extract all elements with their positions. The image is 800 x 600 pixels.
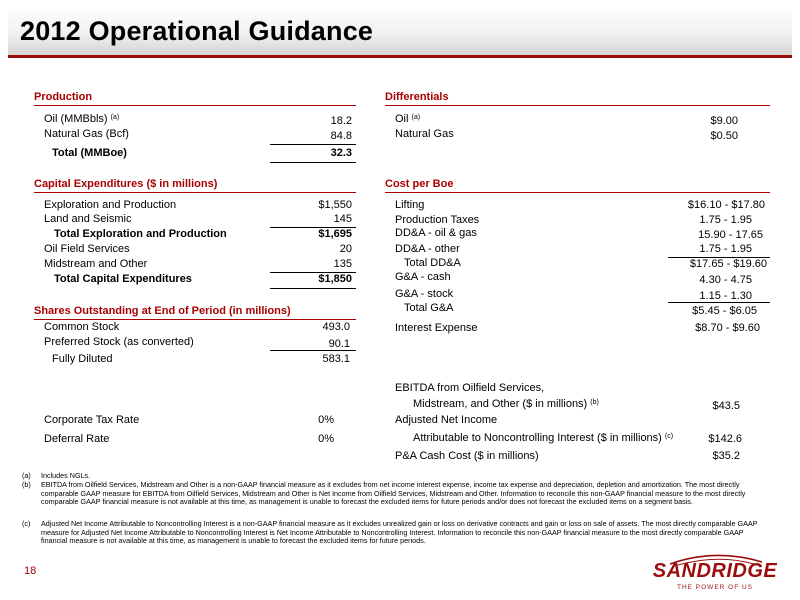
cost-row-value: $5.45 - $6.05 xyxy=(692,305,757,317)
production-header: Production xyxy=(34,91,356,106)
ebitda-label-line2: Midstream, and Other ($ in millions) $^{(b)}$ xyxy=(413,398,599,410)
shares-common-value: 493.0 xyxy=(322,321,350,333)
tax-deferral-label: Deferral Rate xyxy=(44,433,110,445)
shares-header: Shares Outstanding at End of Period (in millions) xyxy=(34,305,356,320)
cost-row-label: Lifting xyxy=(395,199,425,211)
capex-row-value: $1,550 xyxy=(318,199,352,211)
capex-header: Capital Expenditures ($ in millions) xyxy=(34,178,356,193)
cost-row-value: $8.70 - $9.60 xyxy=(695,322,760,334)
logo-tagline: THE POWER OF US xyxy=(676,584,754,591)
production-oil-value: 18.2 xyxy=(330,115,352,127)
cost-row-value: 1.15 - 1.30 xyxy=(699,290,752,302)
capex-row-label: Midstream and Other xyxy=(44,258,148,270)
cost-row-label: Total DD&A xyxy=(404,257,461,269)
diff-oil-label: Oil $^{(a)}$ xyxy=(395,113,421,125)
ebitda-value: $43.5 xyxy=(712,400,740,412)
capex-row-value: 135 xyxy=(333,258,352,270)
production-gas-value: 84.8 xyxy=(330,130,352,142)
footnote-b: (b) EBITDA from Oilfield Services, Midstream and Other is a non-GAAP financial measure as it excludes from net income interest expense, income tax expense and depreciation, depletion and amortization. The most directly comparable GAAP measure for EBITDA from Oilfield Services, Midstream and Other is Net Income from Oilfield Services, Midstream and Other. Information to reconcile this non-GAAP financial measure to the most directly comparable GAAP financial measure is not available at this time, as management is unable to forecast the excluded items for future periods and/or does not forecast the excluded items on a segment basis. xyxy=(22,480,746,507)
footnote-a: (a) Includes NGLs. xyxy=(22,471,91,480)
cost-row-value: $17.65 - $19.60 xyxy=(689,258,767,270)
production-oil-label: Oil (MMBbls) $^{(a)}$ xyxy=(44,113,120,125)
shares-preferred-label: Preferred Stock (as converted) xyxy=(44,336,194,348)
tax-deferral-value: 0% xyxy=(318,433,334,445)
shares-preferred-value: 90.1 xyxy=(328,338,350,350)
capex-row-value: 145 xyxy=(333,213,352,225)
page-number: 18 xyxy=(24,565,37,577)
ani-value: $142.6 xyxy=(708,433,742,445)
cost-row-value: 1.75 - 1.95 xyxy=(699,243,752,255)
capex-row-label: Land and Seismic xyxy=(44,213,132,225)
production-total-label: Total (MMBoe) xyxy=(52,147,127,159)
cost-row-label: G&A - cash xyxy=(395,271,451,283)
production-total-rule xyxy=(270,144,356,145)
shares-common-label: Common Stock xyxy=(44,321,120,333)
diff-gas-label: Natural Gas xyxy=(395,128,454,140)
cost-ga-rule xyxy=(668,302,770,303)
capex-row-label: Total Exploration and Production xyxy=(54,228,227,240)
ebitda-label-line1: EBITDA from Oilfield Services, xyxy=(395,382,545,394)
production-gas-label: Natural Gas (Bcf) xyxy=(44,128,129,140)
production-total-value: 32.3 xyxy=(330,147,352,159)
diff-gas-value: $0.50 xyxy=(710,130,738,142)
cost-row-label: Production Taxes xyxy=(395,214,480,226)
capex-row-label: Exploration and Production xyxy=(44,199,177,211)
cost-row-label: DD&A - other xyxy=(395,243,460,255)
production-total-underline xyxy=(270,162,356,163)
capex-row-label: Oil Field Services xyxy=(44,243,130,255)
logo-name: SANDRIDGE xyxy=(652,560,778,582)
cost-row-value: 15.90 - 17.65 xyxy=(698,229,763,241)
diff-oil-value: $9.00 xyxy=(710,115,738,127)
capex-row-value: $1,695 xyxy=(318,228,352,240)
pa-value: $35.2 xyxy=(712,450,740,462)
tax-corporate-value: 0% xyxy=(318,414,334,426)
cost-row-value: 1.75 - 1.95 xyxy=(699,214,752,226)
capex-row-label: Total Capital Expenditures xyxy=(54,273,192,285)
cost-per-boe-header: Cost per Boe xyxy=(385,178,770,193)
capex-row-value: 20 xyxy=(339,243,352,255)
cost-row-value: $16.10 - $17.80 xyxy=(687,199,765,211)
capex-total-underline xyxy=(270,288,356,289)
ani-label-line1: Adjusted Net Income xyxy=(395,414,498,426)
cost-row-label: G&A - stock xyxy=(395,288,454,300)
shares-rule xyxy=(270,350,356,351)
cost-row-label: Interest Expense xyxy=(395,322,478,334)
title-bar xyxy=(8,6,792,58)
differentials-header: Differentials xyxy=(385,91,770,106)
shares-diluted-value: 583.1 xyxy=(322,353,350,365)
pa-label: P&A Cash Cost ($ in millions) xyxy=(395,450,539,462)
cost-row-value: 4.30 - 4.75 xyxy=(699,274,752,286)
tax-corporate-label: Corporate Tax Rate xyxy=(44,414,140,426)
sandridge-logo xyxy=(640,552,790,592)
cost-row-label: DD&A - oil & gas xyxy=(395,227,477,239)
footnote-c: (c) Adjusted Net Income Attributable to Noncontrolling Interest is a non-GAAP financial measure as it excludes unrealized gain or loss on derivative contracts and gain or loss on sale of assets. The most directly comparable GAAP measure for Adjusted Net Income Attributable to Noncontrolling Interest is Net Income Attributable to Noncontrolling Interest. Information to reconcile this non-GAAP financial measure to the most directly comparable GAAP financial measure is not available at this time, as management is unable to forecast the excluded items for future periods. xyxy=(22,519,758,546)
cost-row-label: Total G&A xyxy=(404,302,454,314)
ani-label-line2: Attributable to Noncontrolling Interest ($ in millions) $^{(c)}$ xyxy=(413,432,674,444)
capex-row-value: $1,850 xyxy=(318,273,352,285)
shares-diluted-label: Fully Diluted xyxy=(52,353,113,365)
page-title: 2012 Operational Guidance xyxy=(20,16,374,46)
